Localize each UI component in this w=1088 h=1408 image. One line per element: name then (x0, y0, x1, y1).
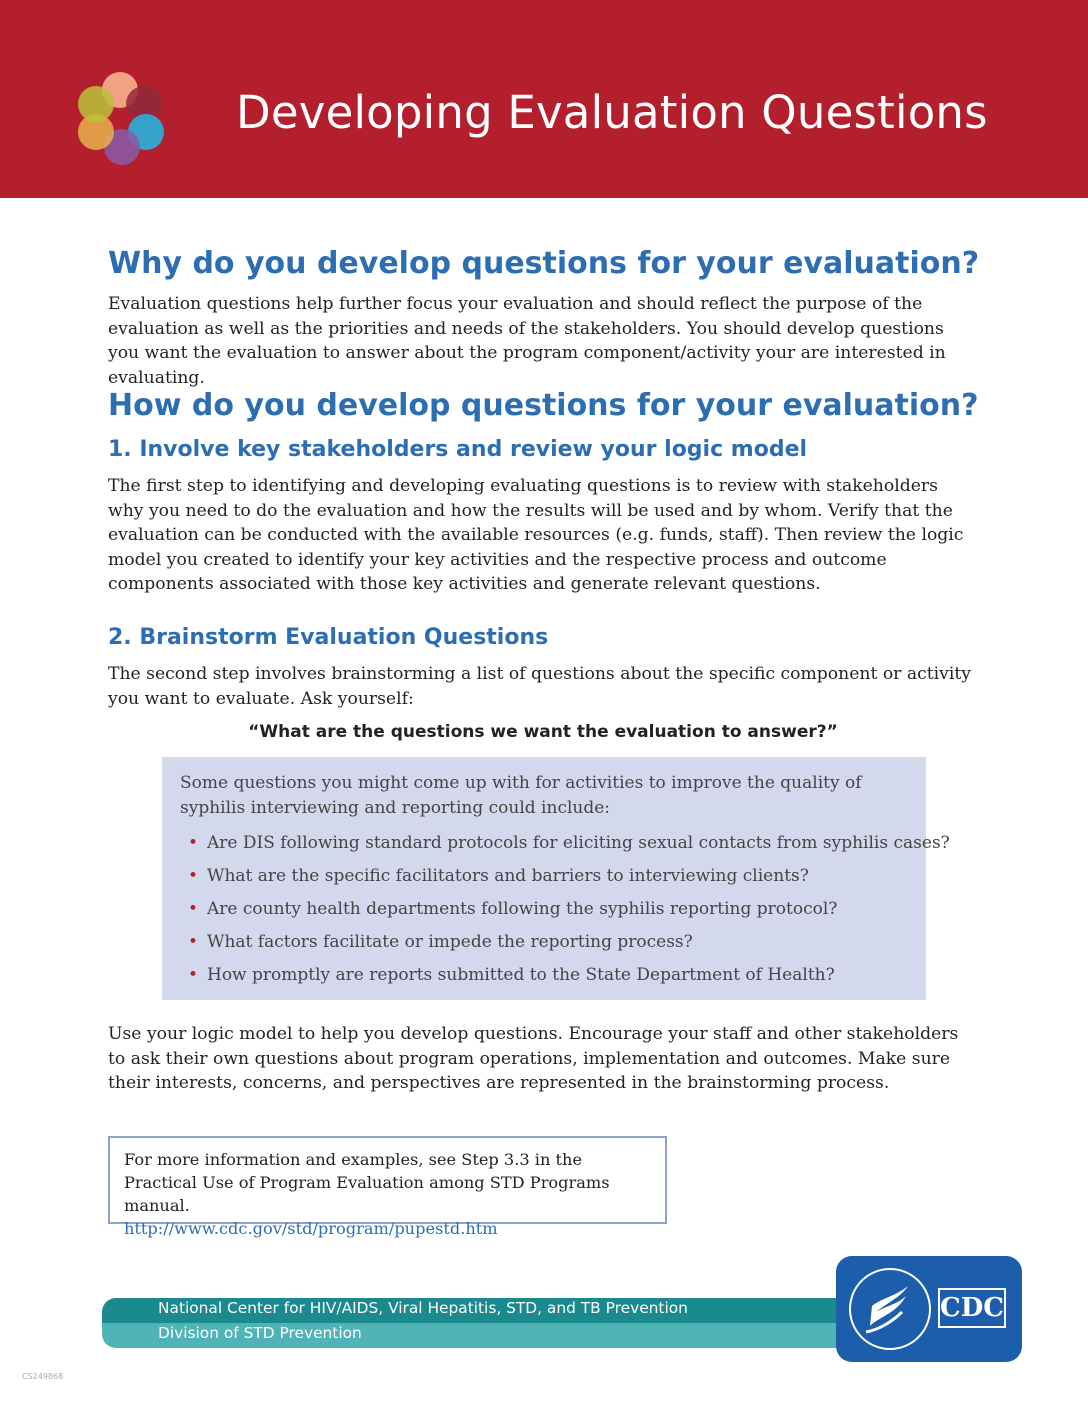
how-heading: How do you develop questions for your evaluation? (108, 388, 979, 423)
footer-division-name: Division of STD Prevention (158, 1324, 362, 1342)
more-info-box (108, 1136, 667, 1238)
header-banner (0, 0, 1088, 198)
cdc-logo-icon (938, 1288, 1006, 1328)
list-item: • Are county health departments following the syphilis reporting protocol? (188, 893, 908, 926)
why-heading: Why do you develop questions for your evaluation? (108, 246, 980, 281)
closing-paragraph: Use your logic model to help you develop questions. Encourage your staff and other stakeholders to ask their own questions about program operations, implementation and outcomes. Make sure their interests, concerns, and perspectives are represented in the brainstorming process. (108, 1024, 959, 1094)
step1-paragraph: The first step to identifying and developing evaluating questions is to review with stakeholders why you need to do the evaluation and how the results will be used and by whom. Verify that the evaluation can be conducted with the available resources (e.g. funds, staff). Then review the logic model you created to identify your key activities and the respective process and outcome components associated with those key activities and generate relevant questions. (108, 476, 964, 595)
step1-heading: 1. Involve key stakeholders and review your logic model (108, 437, 808, 462)
step2-paragraph: The second step involves brainstorming a list of questions about the specific component or activity you want to evaluate. Ask yourself: (108, 664, 971, 709)
cdc-hhs-logo (836, 1256, 1022, 1362)
list-item: • Are DIS following standard protocols for eliciting sexual contacts from syphilis cases? (188, 827, 908, 860)
footer-center-name: National Center for HIV/AIDS, Viral Hepatitis, STD, and TB Prevention (158, 1299, 688, 1317)
bullet-icon: • (188, 866, 199, 886)
bullet-icon: • (188, 965, 199, 985)
manual-link[interactable]: http://www.cdc.gov/std/program/pupestd.htm (124, 1219, 498, 1238)
callout-intro: Some questions you might come up with for activities to improve the quality of syphilis interviewing and reporting could include: (180, 773, 862, 818)
example-questions-list (180, 827, 950, 992)
list-item: • What factors facilitate or impede the reporting process? (188, 926, 908, 959)
footer-division-bar (102, 1323, 842, 1348)
document-code: CS249868 (22, 1372, 64, 1381)
bullet-icon: • (188, 833, 199, 853)
step2-heading: 2. Brainstorm Evaluation Questions (108, 625, 549, 650)
list-item: • What are the specific facilitators and barriers to interviewing clients? (188, 860, 908, 893)
bullet-icon: • (188, 899, 199, 919)
footer-center-bar (102, 1298, 842, 1323)
program-logo-icon (74, 70, 166, 168)
cdc-logo-text: CDC (940, 1293, 1004, 1323)
key-question-quote: “What are the questions we want the evaluation to answer?” (248, 722, 838, 742)
more-info-text: For more information and examples, see Step 3.3 in the Practical Use of Program Evaluation among STD Programs manual. (124, 1150, 610, 1215)
why-paragraph: Evaluation questions help further focus your evaluation and should reflect the purpose of the evaluation as well as the priorities and needs of the stakeholders. You should develop questions you want the evaluation to answer about the program component/activity your are interested in evaluating. (108, 294, 946, 388)
example-questions-callout (162, 757, 950, 1000)
bullet-icon: • (188, 932, 199, 952)
list-item: • How promptly are reports submitted to the State Department of Health? (188, 959, 908, 992)
page-title: Developing Evaluation Questions (236, 86, 988, 139)
